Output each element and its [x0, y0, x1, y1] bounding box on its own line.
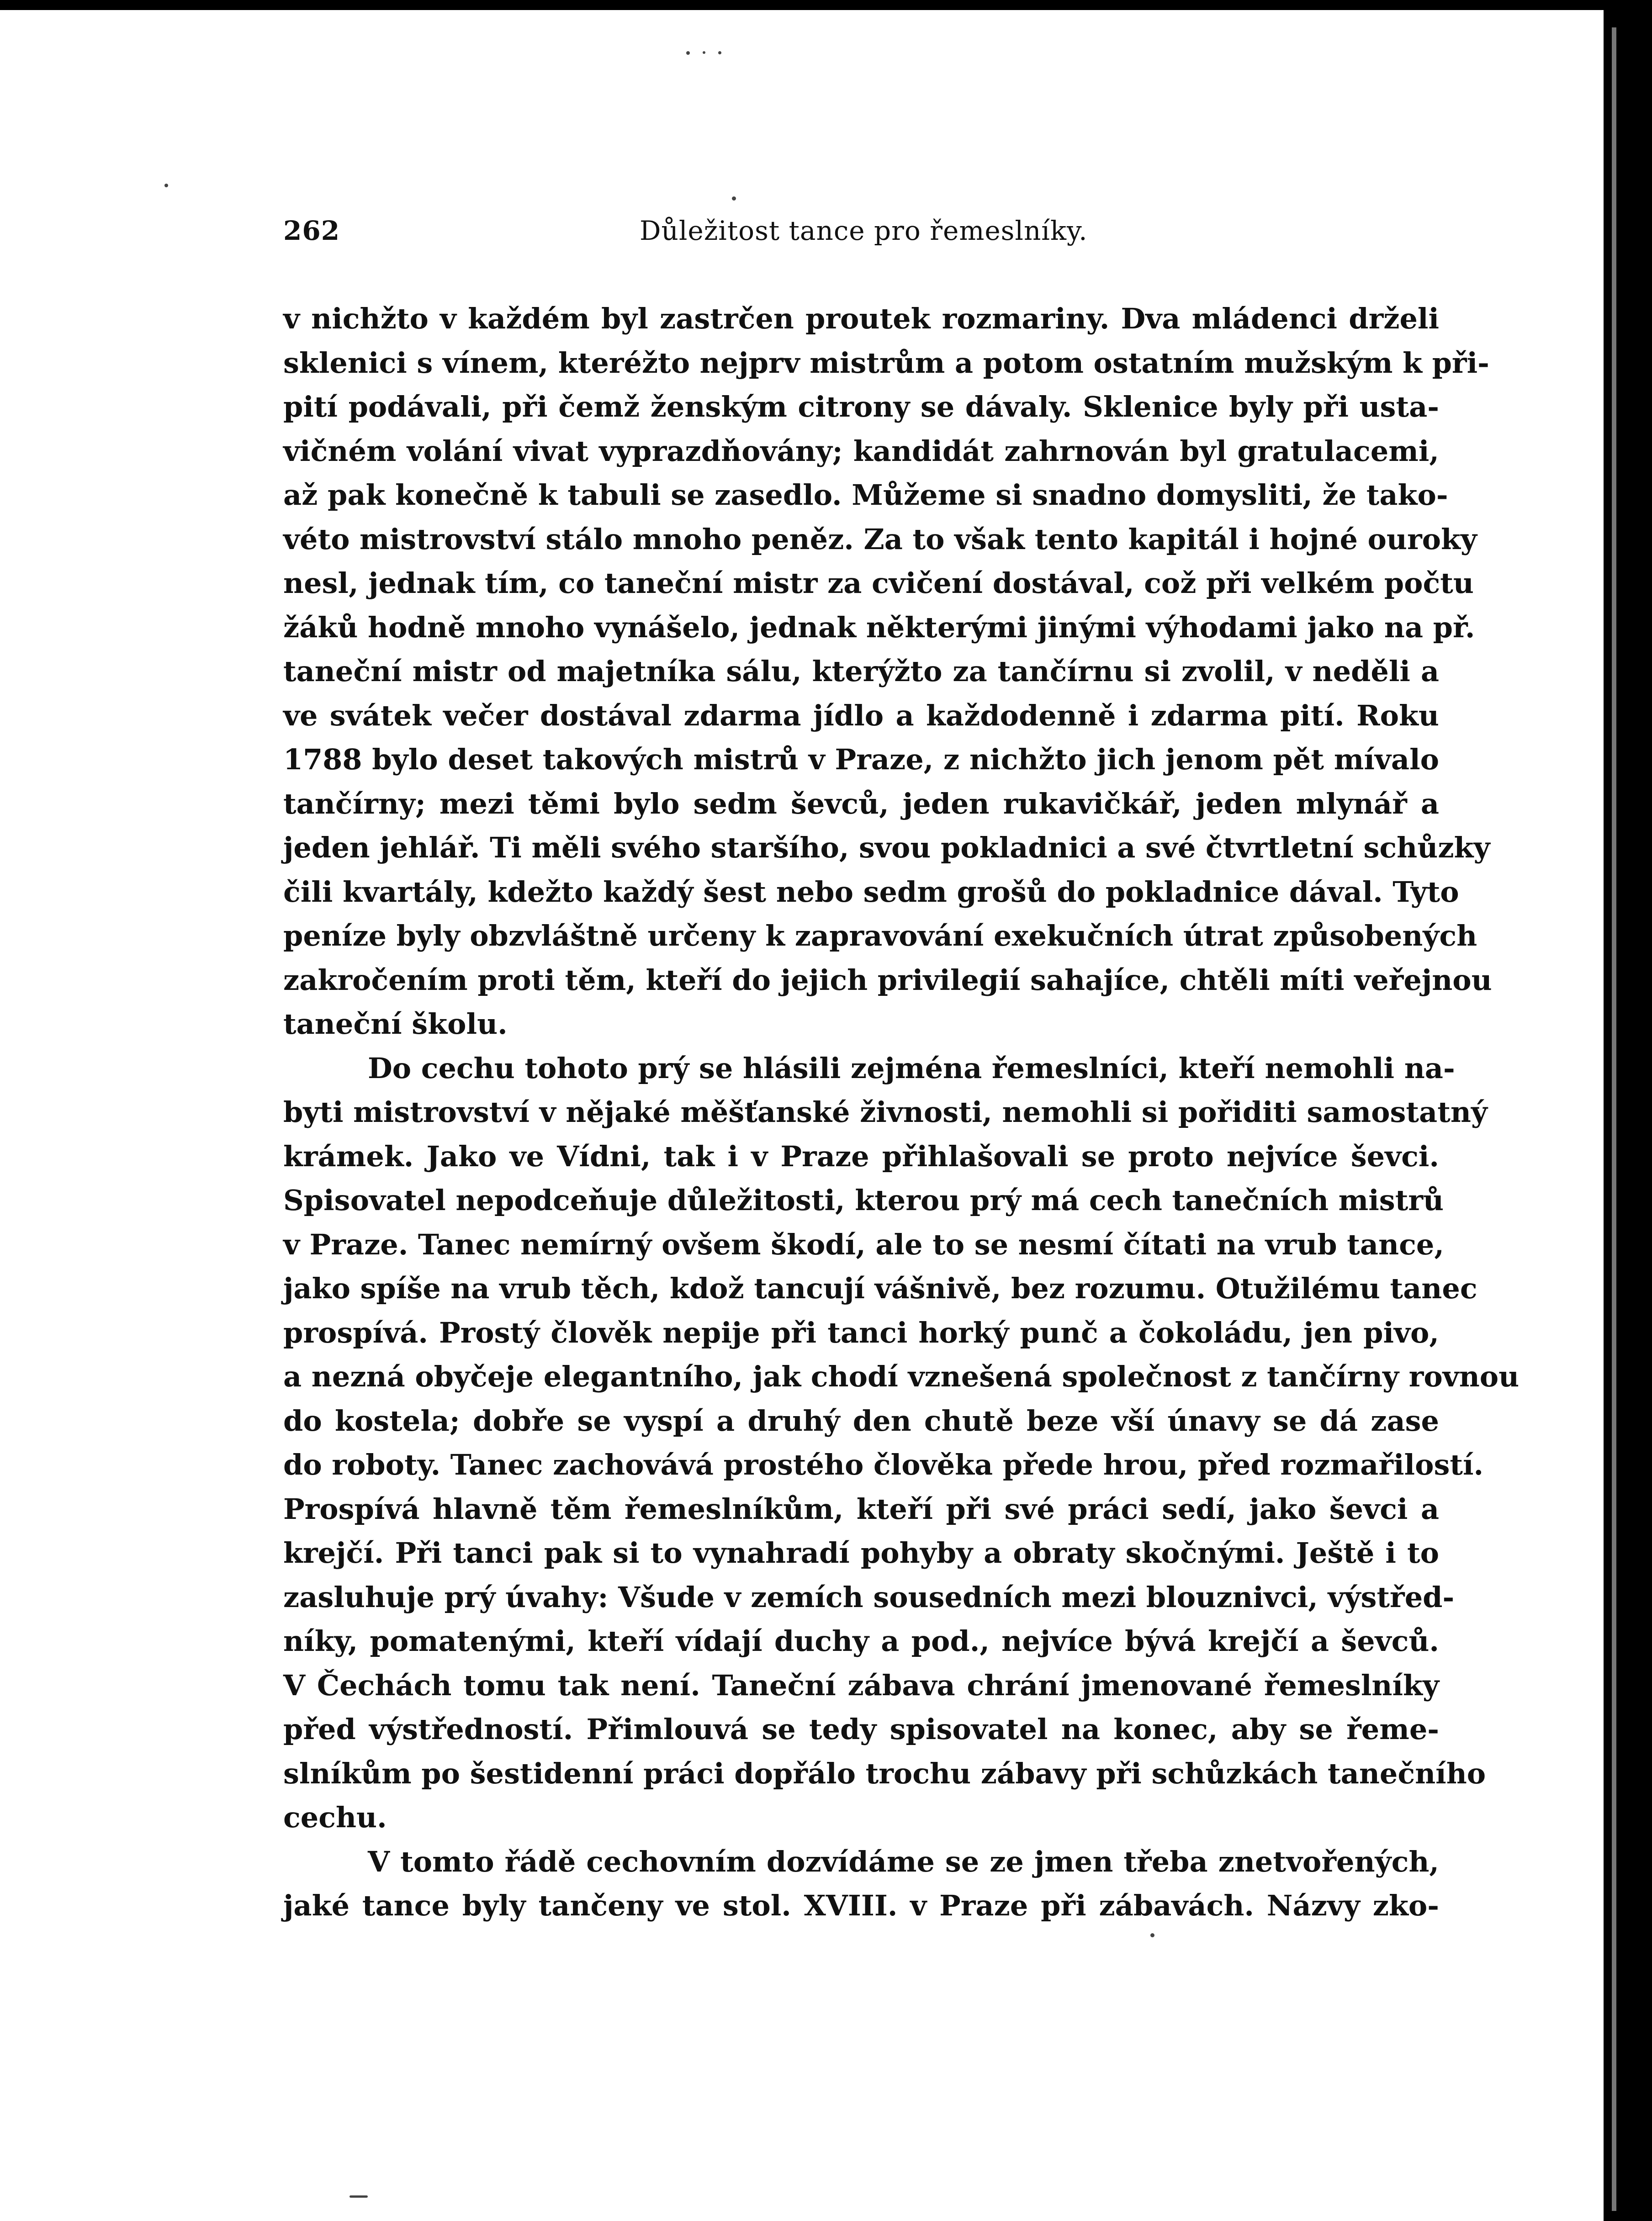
text-line: tančírny; mezi těmi bylo sedm ševců, jeden rukavičkář, jeden mlynář a — [283, 787, 1439, 820]
text-line: pití podávali, při čemž ženským citrony se dávaly. Sklenice byly při usta- — [283, 390, 1439, 423]
text-line: véto mistrovství stálo mnoho peněz. Za to však tento kapitál i hojné ouroky — [283, 522, 1477, 556]
text-line: zasluhuje prý úvahy: Všude v zemích sousedních mezi blouznivci, výstřed- — [283, 1580, 1455, 1614]
text-line: níky, pomatenými, kteří vídají duchy a pod., nejvíce bývá krejčí a ševců. — [283, 1624, 1439, 1658]
text-line: V tomto řádě cechovním dozvídáme se ze jmen třeba znetvořených, — [368, 1845, 1439, 1878]
text-line: jaké tance byly tančeny ve stol. XVIII. v Praze při zábavách. Názvy zko- — [283, 1889, 1439, 1922]
text-line: 1788 bylo deset takových mistrů v Praze, z nichžto jich jenom pět mívalo — [283, 743, 1439, 776]
text-line: Spisovatel nepodceňuje důležitosti, kterou prý má cech tanečních mistrů — [283, 1184, 1444, 1217]
text-line: až pak konečně k tabuli se zasedlo. Můžeme si snadno domysliti, že tako- — [283, 478, 1448, 512]
text-line: jako spíše na vrub těch, kdož tancují vášnivě, bez rozumu. Otužilému tanec — [283, 1272, 1477, 1305]
body-text — [283, 297, 1520, 1928]
text-line: cechu. — [283, 1801, 387, 1834]
text-line: Do cechu tohoto prý se hlásili zejména řemeslníci, kteří nemohli na- — [368, 1051, 1455, 1085]
text-line: před výstředností. Přimlouvá se tedy spisovatel na konec, aby se řeme- — [283, 1713, 1439, 1746]
text-line: krejčí. Při tanci pak si to vynahradí pohyby a obraty skočnými. Ještě i to — [283, 1536, 1439, 1570]
text-line: v Praze. Tanec nemírný ovšem škodí, ale to se nesmí čítati na vrub tance, — [283, 1227, 1444, 1261]
text-line: prospívá. Prostý člověk nepije při tanci horký punč a čokoládu, jen pivo, — [283, 1316, 1439, 1349]
text-line: vičném volání vivat vyprazdňovány; kandidát zahrnován byl gratulacemi, — [283, 434, 1439, 468]
text-line: do kostela; dobře se vyspí a druhý den chutě beze vší únavy se dá zase — [283, 1404, 1439, 1438]
text-line: sklenici s vínem, kteréžto nejprv mistrům a potom ostatním mužským k při- — [283, 346, 1489, 380]
text-line: zakročením proti těm, kteří do jejich privilegií sahajíce, chtěli míti veřejnou — [283, 963, 1492, 997]
text-line: byti mistrovství v nějaké měšťanské živnosti, nemohli si pořiditi samostatný — [283, 1095, 1488, 1129]
scan-right-border — [1604, 0, 1652, 2221]
running-head: Důležitost tance pro řemeslníky. — [640, 215, 1088, 246]
text-line: taneční školu. — [283, 1007, 508, 1041]
text-line: Prospívá hlavně těm řemeslníkům, kteří při své práci sedí, jako ševci a — [283, 1492, 1439, 1526]
text-line: do roboty. Tanec zachovává prostého člověka přede hrou, před rozmařilostí. — [283, 1448, 1484, 1481]
text-line: nesl, jednak tím, co taneční mistr za cvičení dostával, což při velkém počtu — [283, 566, 1474, 600]
text-line: žáků hodně mnoho vynášelo, jednak některými jinými výhodami jako na př. — [283, 610, 1475, 644]
text-line: čili kvartály, kdežto každý šest nebo sedm grošů do pokladnice dával. Tyto — [283, 875, 1459, 909]
text-line: krámek. Jako ve Vídni, tak i v Praze přihlašovali se proto nejvíce ševci. — [283, 1139, 1439, 1173]
text-line: peníze byly obzvláštně určeny k zapravování exekučních útrat způsobených — [283, 919, 1477, 952]
text-line: V Čechách tomu tak není. Taneční zábava chrání jmenované řemeslníky — [283, 1668, 1439, 1702]
text-line: jeden jehlář. Ti měli svého staršího, svou pokladnici a své čtvrtletní schůzky — [283, 831, 1490, 864]
page-number: 262 — [283, 215, 340, 246]
text-line: slníkům po šestidenní práci dopřálo trochu zábavy při schůzkách tanečního — [283, 1756, 1486, 1790]
text-line: a nezná obyčeje elegantního, jak chodí vznešená společnost z tančírny rovnou — [283, 1360, 1520, 1393]
text-line: taneční mistr od majetníka sálu, kterýžto za tančírnu si zvolil, v neděli a — [283, 655, 1439, 688]
text-line: v nichžto v každém byl zastrčen proutek rozmariny. Dva mládenci drželi — [283, 302, 1439, 335]
text-line: ve svátek večer dostával zdarma jídlo a každodenně i zdarma pití. Roku — [283, 698, 1439, 732]
